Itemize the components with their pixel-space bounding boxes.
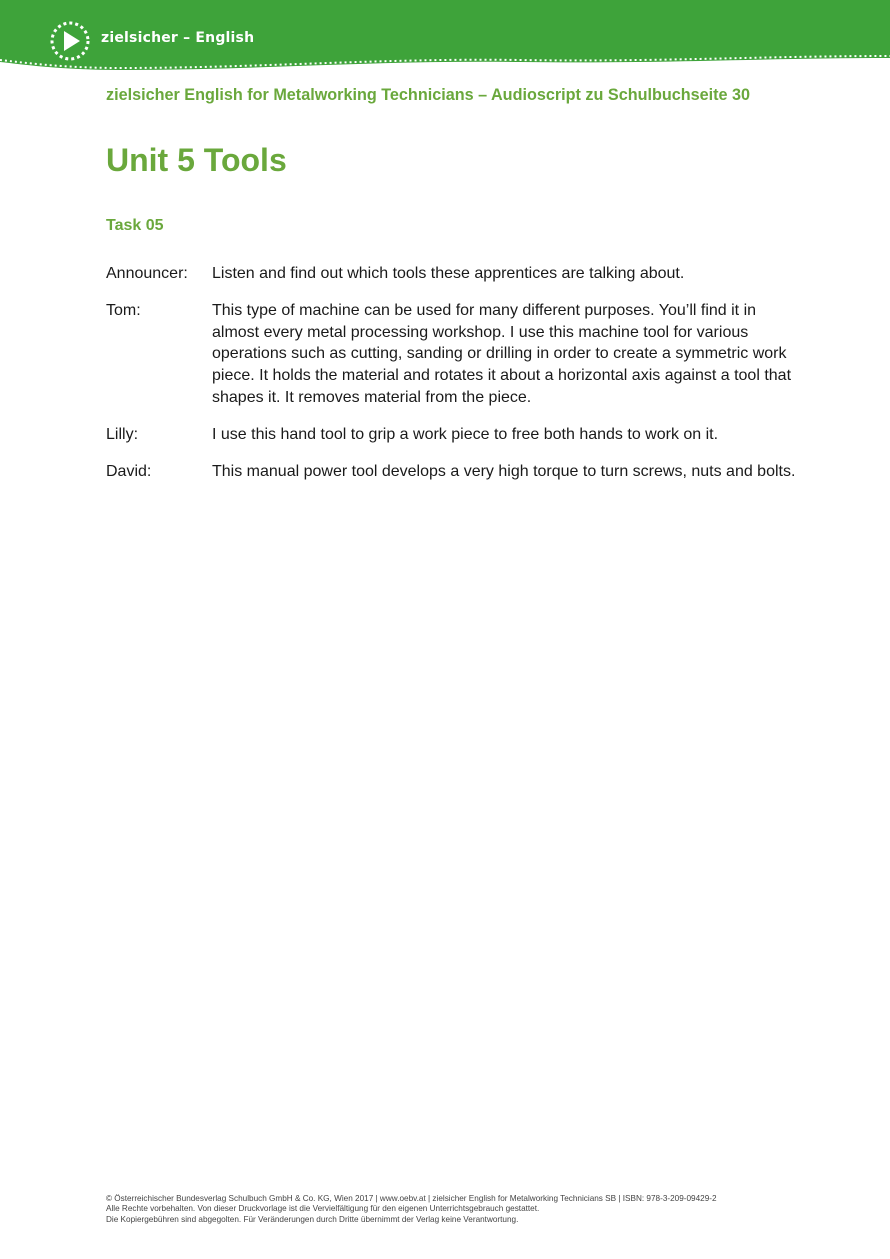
speaker-name: Announcer: (106, 265, 188, 282)
script-line (106, 300, 796, 409)
copyright-footer (106, 1194, 806, 1225)
task-label: Task 05 (106, 217, 164, 234)
footer-line: Die Kopiergebühren sind abgegolten. Für Veränderungen durch Dritte übernimmt der Verlag keine Verantwortung. (106, 1214, 519, 1224)
footer-line: © Österreichischer Bundesverlag Schulbuch GmbH & Co. KG, Wien 2017 | www.oebv.at | zielsicher English for Metalworking Technicians SB | ISBN: 978-3-209-09429-2 (106, 1194, 717, 1203)
speaker-name: Tom: (106, 301, 141, 319)
speaker-text: This manual power tool develops a very high torque to turn screws, nuts and bolts. (212, 462, 796, 480)
top-banner (0, 0, 890, 80)
audioscript (106, 263, 796, 497)
script-line (106, 424, 796, 446)
speaker-text: This type of machine can be used for many different purposes. You’ll find it in almost every metal processing workshop. I use this machine tool for various operations such as cutting, sanding or drilling in order to create a symmetric work piece. It holds the material and rotates it about a horizontal axis against a tool that shapes it. It removes material from the piece. (212, 301, 792, 406)
document-subtitle: zielsicher English for Metalworking Technicians – Audioscript zu Schulbuchseite 30 (106, 86, 751, 104)
footer-line: Alle Rechte vorbehalten. Von dieser Druckvorlage ist die Vervielfältigung für den eigenen Unterrichtsgebrauch gestattet. (106, 1204, 540, 1214)
script-line (106, 461, 796, 483)
speaker-text: Listen and find out which tools these apprentices are talking about. (212, 265, 685, 282)
page-title: Unit 5 Tools (106, 142, 287, 178)
speaker-name: David: (106, 462, 152, 480)
script-line (106, 263, 796, 285)
speaker-name: Lilly: (106, 425, 139, 443)
brand-name: zielsicher – English (101, 30, 255, 46)
speaker-text: I use this hand tool to grip a work piece to free both hands to work on it. (212, 425, 719, 443)
